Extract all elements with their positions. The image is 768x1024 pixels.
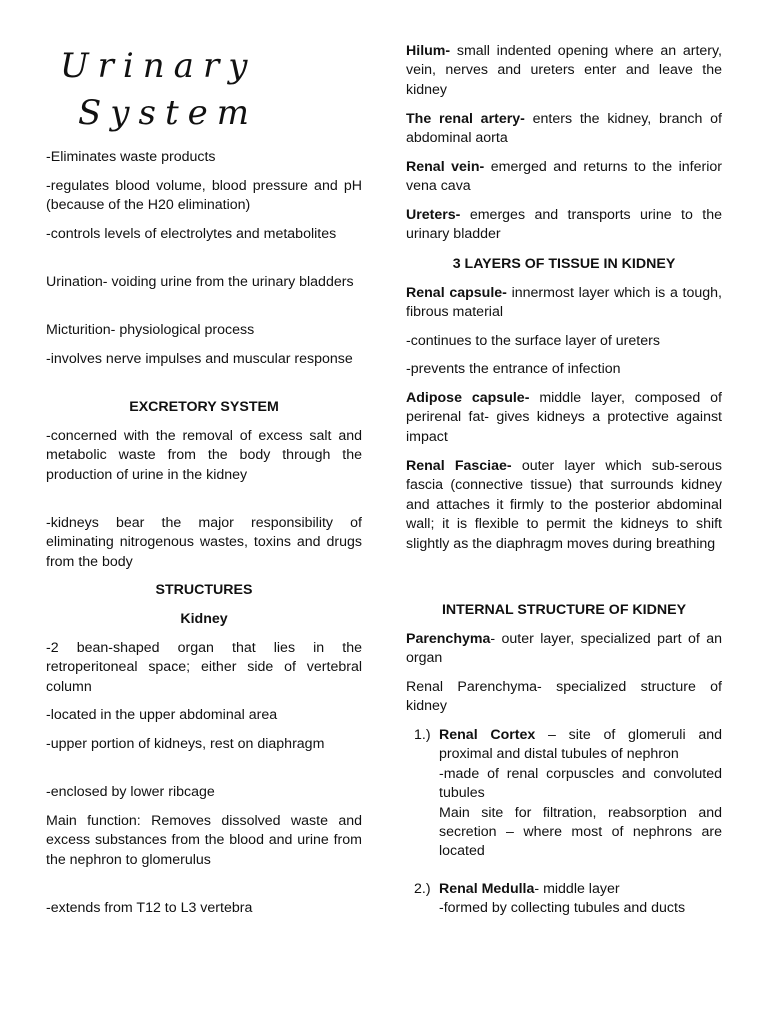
sub-heading: Kidney — [180, 611, 228, 627]
paragraph: -2 bean-shaped organ that lies in the retroperitoneal space; either side of vertebral column — [46, 640, 362, 695]
definition: emerged and returns to the inferior vena cava — [406, 159, 722, 195]
definition-renal-fasciae — [406, 457, 722, 554]
term: Renal vein- — [406, 159, 485, 175]
term: Renal Fasciae- — [406, 458, 512, 474]
term: Renal Medulla — [439, 881, 535, 897]
paragraph: Renal Parenchyma- specialized structure of kidney — [406, 679, 722, 715]
definition: middle layer, composed of perirenal fat- gives kidneys a protective against impact — [406, 390, 722, 445]
list-number: 1.) — [414, 727, 431, 743]
term: Adipose capsule- — [406, 390, 530, 406]
definition: enters the kidney, branch of abdominal aorta — [406, 111, 722, 147]
paragraph: -upper portion of kidneys, rest on diaphragm — [46, 736, 325, 752]
term: Renal capsule- — [406, 285, 507, 301]
term: Hilum- — [406, 43, 451, 59]
definition-renal-capsule — [406, 284, 722, 323]
definition-renal-vein — [406, 158, 722, 197]
term: Renal Cortex — [439, 727, 536, 743]
paragraph: -controls levels of electrolytes and metabolites — [46, 226, 337, 242]
title-line-1: Urinary — [60, 46, 257, 86]
list-item-subtext: -formed by collecting tubules and ducts — [439, 900, 686, 917]
title-line-2: System — [78, 93, 258, 133]
paragraph: Main function: Removes dissolved waste and excess substances from the blood and urine from the nephron to glomerulus — [46, 813, 362, 868]
definition: - middle layer — [534, 881, 620, 897]
definition-renal-artery — [406, 110, 722, 149]
paragraph: -extends from T12 to L3 vertebra — [46, 900, 253, 916]
definition: innermost layer which is a tough, fibrous material — [406, 285, 722, 321]
definition: - outer layer, specialized part of an organ — [406, 631, 722, 667]
paragraph: -located in the upper abdominal area — [46, 707, 278, 723]
paragraph: -Eliminates waste products — [46, 149, 216, 165]
paragraph: -continues to the surface layer of ureters — [406, 333, 660, 349]
paragraph: -kidneys bear the major responsibility of eliminating nitrogenous wastes, toxins and drugs from the body — [46, 515, 362, 570]
list-number: 2.) — [414, 881, 431, 897]
list-item-text — [439, 880, 722, 899]
definition-ureters — [406, 206, 722, 245]
definition-adipose-capsule — [406, 389, 722, 447]
definition-parenchyma — [406, 630, 722, 669]
paragraph: Urination- voiding urine from the urinary bladders — [46, 274, 354, 290]
definition: small indented opening where an artery, vein, nerves and ureters enter and leave the kidney — [406, 43, 722, 98]
definition: outer layer which sub-serous fascia (connective tissue) that surrounds kidney and attaches it firmly to the posterior abdominal wall; it is flexible to permit the kidneys to shift slightly as the diaphragm moves during breathing — [406, 458, 722, 552]
section-heading: INTERNAL STRUCTURE OF KIDNEY — [441, 602, 687, 618]
term: Ureters- — [406, 207, 461, 223]
definition: emerges and transports urine to the urinary bladder — [406, 207, 722, 243]
paragraph: Micturition- physiological process — [46, 322, 255, 338]
paragraph: -prevents the entrance of infection — [406, 361, 621, 377]
paragraph: -concerned with the removal of excess salt and metabolic waste from the body through the production of urine in the kidney — [46, 428, 362, 483]
paragraph: -involves nerve impulses and muscular response — [46, 351, 353, 367]
definition: – site of glomeruli and proximal and distal tubules of nephron — [439, 727, 722, 763]
list-item-text — [439, 726, 722, 765]
term: Parenchyma — [406, 631, 491, 647]
list-item-subtext: Main site for filtration, reabsorption and secretion – where most of nephrons are located — [439, 804, 722, 860]
definition-hilum — [406, 42, 722, 100]
paragraph: -enclosed by lower ribcage — [46, 784, 215, 800]
term: The renal artery- — [406, 111, 525, 127]
paragraph: -regulates blood volume, blood pressure and pH (because of the H20 elimination) — [46, 178, 362, 214]
section-heading: 3 LAYERS OF TISSUE IN KIDNEY — [452, 256, 676, 272]
section-heading: EXCRETORY SYSTEM — [129, 399, 279, 415]
section-heading: STRUCTURES — [155, 582, 253, 598]
list-item-subtext: -made of renal corpuscles and convoluted tubules — [439, 765, 722, 802]
